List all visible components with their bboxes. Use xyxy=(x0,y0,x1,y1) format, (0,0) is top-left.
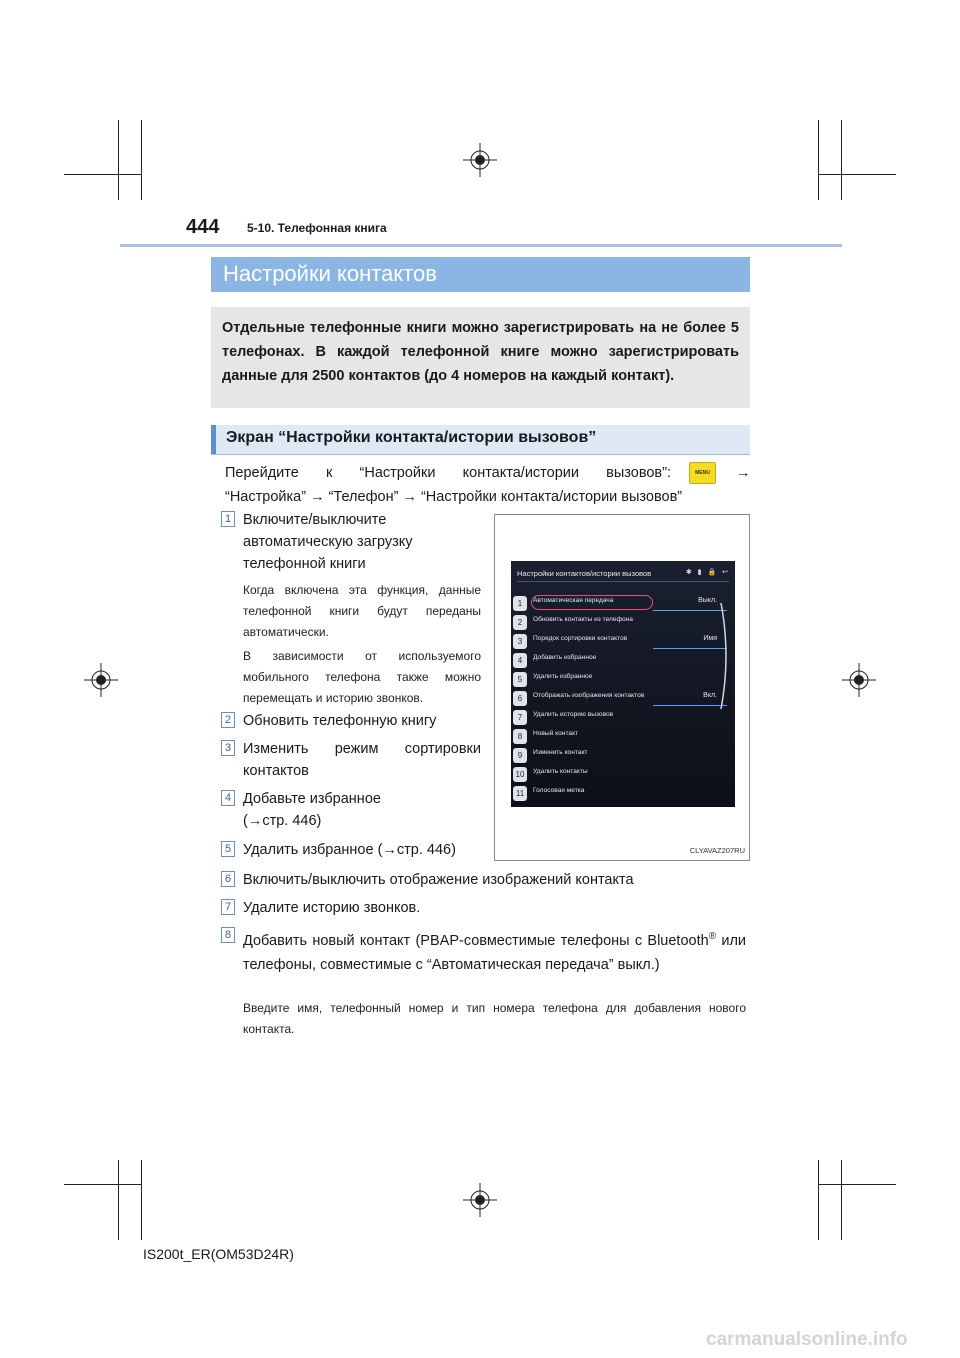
display-screen xyxy=(511,561,735,807)
nav-line-1: Перейдите к “Настройки контакта/истории вызовов”: xyxy=(225,465,671,481)
header-rule xyxy=(120,244,842,247)
section-title: 5-10. Телефонная книга xyxy=(247,221,387,235)
screen-title: Настройки контактов/истории вызовов xyxy=(517,569,652,578)
status-icons: ✱ ▮ 🔒 ↩ xyxy=(685,569,730,576)
row-label: Голосовая метка xyxy=(533,787,585,794)
row-label: Удалить избранное xyxy=(533,673,593,680)
item-text: Удалите историю звонков. xyxy=(243,900,421,916)
row-label: Автоматическая передача xyxy=(533,597,614,604)
item-number: 1 xyxy=(221,511,235,527)
row-number: 8 xyxy=(513,729,527,744)
item-number: 2 xyxy=(221,712,235,728)
item-number: 7 xyxy=(221,899,235,915)
row-number: 10 xyxy=(513,767,527,782)
subsection-title: Экран “Настройки контакта/истории вызовов” xyxy=(226,429,597,446)
crop-mark xyxy=(818,1184,896,1185)
screen-divider xyxy=(517,581,729,582)
registration-mark-icon xyxy=(463,1183,497,1217)
row-label: Удалить историю вызовов xyxy=(533,711,614,718)
row-number: 9 xyxy=(513,748,527,763)
figure-code: CLYAVAZ207RU xyxy=(689,846,745,855)
registered-mark: ® xyxy=(708,931,717,942)
nav-arrow: → xyxy=(736,465,751,481)
item-number: 5 xyxy=(221,841,235,857)
subsection-bar xyxy=(211,425,750,454)
scroll-arc[interactable] xyxy=(719,601,733,711)
screen-row-new-contact[interactable] xyxy=(513,728,731,745)
item-text: Включите/выключите автоматическую загрузку телефонной книги xyxy=(243,512,413,572)
item-text: Добавьте избранное (→стр. 446) xyxy=(243,791,381,829)
item-text-part: или телефоны, совместимые с “Автоматическая передача” выкл.) xyxy=(243,932,746,973)
value-underline xyxy=(653,648,727,649)
screen-row-add-favorite[interactable] xyxy=(513,652,731,669)
row-number: 6 xyxy=(513,691,527,706)
row-label: Порядок сортировки контактов xyxy=(533,635,628,642)
row-value: Вкл. xyxy=(703,692,717,699)
screen-row-delete-favorite[interactable] xyxy=(513,671,731,688)
item-note: Когда включена эта функция, данные телефонной книги будут переданы автоматически. xyxy=(243,583,481,639)
row-label: Отображать изображения контактов xyxy=(533,692,645,699)
menu-icon-label: MENU xyxy=(689,462,716,484)
row-number: 11 xyxy=(513,786,527,801)
screen-row-delete-history[interactable] xyxy=(513,709,731,726)
registration-mark-icon xyxy=(842,663,876,697)
crop-mark xyxy=(118,1160,119,1240)
screen-row-delete-contacts[interactable] xyxy=(513,766,731,783)
crop-mark xyxy=(64,1184,142,1185)
crop-mark xyxy=(141,1160,142,1240)
footer-code: IS200t_ER(OM53D24R) xyxy=(143,1246,294,1262)
item-text-part: Добавить новый контакт (PBAP-совместимые телефоны с Bluetooth xyxy=(243,932,709,949)
screen-row-update-contacts[interactable] xyxy=(513,614,731,631)
row-label: Добавить избранное xyxy=(533,654,597,661)
row-label: Изменить контакт xyxy=(533,749,588,756)
subsection-rule xyxy=(211,454,750,455)
screen-row-voice-tag[interactable] xyxy=(513,785,731,802)
crop-mark xyxy=(141,120,142,200)
row-number: 4 xyxy=(513,653,527,668)
watermark: carmanualsonline.info xyxy=(706,1329,908,1350)
value-underline xyxy=(653,705,727,706)
row-label: Обновить контакты из телефона xyxy=(533,616,633,623)
row-number: 1 xyxy=(513,596,527,611)
row-value: Имя xyxy=(703,635,717,642)
screen-row-contact-images[interactable] xyxy=(513,690,731,707)
page-title-bar xyxy=(211,257,750,292)
intro-box xyxy=(211,307,750,408)
crop-mark xyxy=(818,120,819,200)
item-number: 3 xyxy=(221,740,235,756)
item-text xyxy=(243,925,746,977)
item-note: Введите имя, телефонный номер и тип номера телефона для добавления нового контакта. xyxy=(243,1001,746,1036)
crop-mark xyxy=(841,120,842,200)
item-text: Обновить телефонную книгу xyxy=(243,713,437,729)
crop-mark xyxy=(818,1160,819,1240)
screen-row-auto-transfer[interactable] xyxy=(513,595,731,612)
nav-line-2: “Настройка” → “Телефон” → “Настройки контакта/истории вызовов” xyxy=(225,489,683,505)
value-underline xyxy=(653,610,727,611)
item-number: 8 xyxy=(221,927,235,943)
item-note: В зависимости от используемого мобильного телефона также можно перемещать и историю звонков. xyxy=(243,649,481,705)
screenshot-figure xyxy=(494,514,750,861)
row-label: Удалить контакты xyxy=(533,768,588,775)
crop-mark xyxy=(841,1160,842,1240)
item-number: 4 xyxy=(221,790,235,806)
row-number: 5 xyxy=(513,672,527,687)
screen-row-sort-order[interactable] xyxy=(513,633,731,650)
item-text: Включить/выключить отображение изображений контакта xyxy=(243,872,634,888)
row-number: 3 xyxy=(513,634,527,649)
item-text: Изменить режим сортировки контактов xyxy=(243,741,481,779)
item-number: 6 xyxy=(221,871,235,887)
row-number: 7 xyxy=(513,710,527,725)
page-title: Настройки контактов xyxy=(223,261,437,286)
row-number: 2 xyxy=(513,615,527,630)
crop-mark xyxy=(118,120,119,200)
row-label: Новый контакт xyxy=(533,730,579,737)
page-number: 444 xyxy=(186,216,220,238)
crop-mark xyxy=(64,174,142,175)
row-value: Выкл. xyxy=(698,597,717,604)
crop-mark xyxy=(818,174,896,175)
screen-row-edit-contact[interactable] xyxy=(513,747,731,764)
registration-mark-icon xyxy=(84,663,118,697)
menu-button-icon xyxy=(689,462,716,484)
item-text: Удалить избранное (→стр. 446) xyxy=(243,842,456,858)
registration-mark-icon xyxy=(463,143,497,177)
intro-text: Отдельные телефонные книги можно зарегистрировать на не более 5 телефонах. В каждой телефонной книге можно зарегистрировать данные для 2500 контактов (до 4 номеров на каждый контакт). xyxy=(222,320,739,384)
